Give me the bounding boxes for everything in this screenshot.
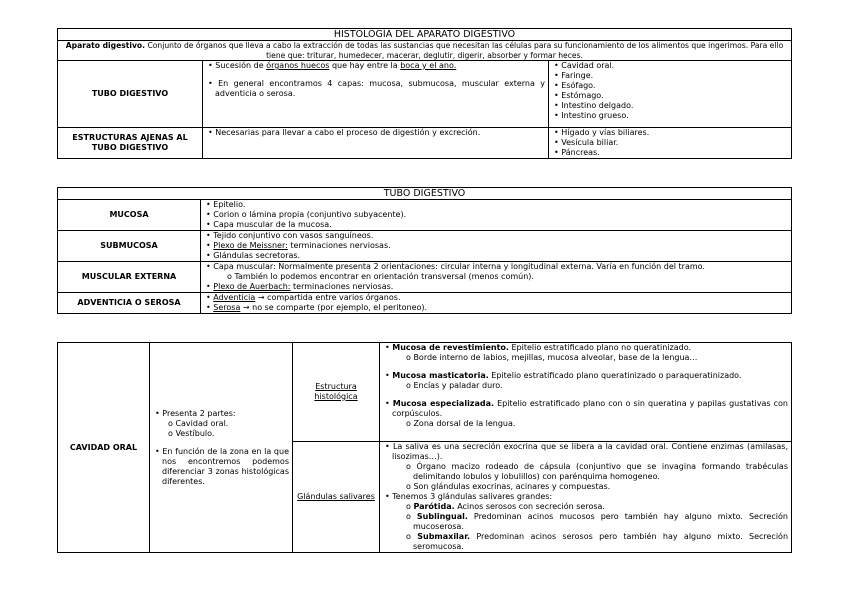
list-item: • Plexo de Auerbach: terminaciones nerviosas. — [206, 282, 394, 291]
row-label-mucosa: MUCOSA — [58, 200, 201, 231]
list-subitem: o Sublingual. Predominan acinos mucosos pero también hay alguno mixto. Secreción mucoserosa. — [406, 512, 788, 531]
adventicia-list — [201, 293, 792, 314]
row-label-estructuras: ESTRUCTURAS AJENAS AL TUBO DIGESTIVO — [58, 128, 203, 159]
estructuras-organs-list — [549, 128, 792, 159]
list-item: • Vesícula biliar. — [554, 138, 619, 147]
list-item: • Corion o lámina propia (conjuntivo subyacente). — [206, 210, 407, 219]
list-subitem: o Parótida. Acinos serosos con secreción serosa. — [406, 502, 605, 511]
list-item: • Estómago. — [554, 91, 604, 100]
list-subitem: o Borde interno de labios, mejillas, mucosa alveolar, base de la lengua… — [406, 353, 698, 362]
submucosa-list — [201, 231, 792, 262]
list-item: • Glándulas secretoras. — [206, 251, 301, 260]
list-subitem: o También lo podemos encontrar en orientación transversal (menos común). — [227, 272, 534, 281]
intro-text: Conjunto de órganos que lleva a cabo la extracción de todas las sustancias que necesitan las células para su funcionamiento de los alimentos que ingerimos. Para ello tiene que: triturar, humedecer, macerar, deglutir, digerir, absorber y formar heces. — [145, 41, 784, 60]
list-item: • Plexo de Meissner: terminaciones nerviosas. — [206, 241, 391, 250]
row-label-tubo: TUBO DIGESTIVO — [58, 61, 203, 128]
list-item: • Mucosa de revestimiento. Epitelio estratificado plano no queratinizado. — [385, 343, 692, 352]
intro-paragraph — [58, 41, 792, 61]
list-item: • Adventicia → compartida entre varios órganos. — [206, 293, 401, 302]
glandulas-list — [380, 442, 792, 553]
muscular-list — [201, 262, 792, 293]
list-subitem: o Submaxilar. Predominan acinos serosos pero también hay alguno mixto. Secreción seromucosa. — [406, 532, 789, 551]
list-subitem: o Encías y paladar duro. — [406, 381, 503, 390]
list-subitem: o Zona dorsal de la lengua. — [406, 419, 516, 428]
table-title: TUBO DIGESTIVO — [58, 188, 792, 200]
row-label-submucosa: SUBMUCOSA — [58, 231, 201, 262]
list-item: • Serosa → no se comparte (por ejemplo, el peritoneo). — [206, 303, 428, 312]
list-subitem: o Son glándulas exocrinas, acinares y compuestas. — [406, 482, 611, 491]
row-label-cavidad-oral: CAVIDAD ORAL — [58, 343, 150, 553]
mucosa-list — [201, 200, 792, 231]
row-label-muscular: MUSCULAR EXTERNA — [58, 262, 201, 293]
list-item: • Páncreas. — [554, 148, 600, 157]
list-item: • En función de la zona en la que nos encontremos podemos diferenciar 3 zonas histológicas diferentes. — [155, 446, 289, 486]
digestive-histology-table — [57, 28, 792, 159]
list-item: • Tenemos 3 glándulas salivares grandes: — [385, 492, 553, 501]
list-item: • Sucesión de órganos huecos que hay entre la boca y el ano. — [208, 61, 457, 70]
list-subitem: o Cavidad oral. — [168, 418, 229, 428]
list-item: • Necesarias para llevar a cabo el proceso de digestión y excreción. — [208, 128, 481, 137]
list-item: • Intestino delgado. — [554, 101, 634, 110]
tubo-organs-list — [549, 61, 792, 128]
cavidad-oral-table — [57, 342, 792, 553]
list-item: • Hígado y vías biliares. — [554, 128, 650, 137]
tubo-digestivo-table — [57, 187, 792, 314]
list-item: • Intestino grueso. — [554, 111, 629, 120]
glandulas-label: Glándulas salivares — [293, 442, 380, 553]
row-label-adventicia: ADVENTICIA O SEROSA — [58, 293, 201, 314]
list-item: • La saliva es una secreción exocrina que se libera a la cavidad oral. Contiene enzimas (amilasas, lisozimas…). — [385, 442, 788, 461]
list-item: • Mucosa masticatoria. Epitelio estratificado plano queratinizado o paraqueratinizado. — [385, 371, 742, 380]
list-subitem: o Órgano macizo rodeado de cápsula (conjuntivo que se invagina formando trabéculas delimitando lobulos y lobulillos) con parénquima homogeneo. — [406, 462, 788, 481]
list-item: • Mucosa especializada. Epitelio estratificado plano con o sin queratina y papilas gustativas con corpúsculos. — [385, 399, 788, 418]
estructura-label: Estructura histológica — [293, 343, 380, 442]
tubo-description — [203, 61, 549, 128]
intro-term: Aparato digestivo. — [65, 41, 146, 50]
list-item: • Esófago. — [554, 81, 596, 90]
list-item: • Epitelio. — [206, 200, 246, 209]
table-title: HISTOLOGÍA DEL APARATO DIGESTIVO — [58, 29, 792, 41]
list-item: • Capa muscular de la mucosa. — [206, 220, 332, 229]
list-item: • Cavidad oral. — [554, 61, 615, 70]
estructuras-description — [203, 128, 549, 159]
list-item: • Presenta 2 partes: — [155, 408, 236, 418]
list-subitem: o Vestíbulo. — [168, 428, 215, 438]
cavidad-oral-parts — [150, 343, 293, 553]
list-item: • Capa muscular: Normalmente presenta 2 orientaciones: circular interna y longitudinal externa. Varía en función del tramo. — [206, 262, 705, 271]
list-item: • Faringe. — [554, 71, 594, 80]
estructura-list — [380, 343, 792, 442]
list-item: • Tejido conjuntivo con vasos sanguíneos. — [206, 231, 374, 240]
list-item: • En general encontramos 4 capas: mucosa, submucosa, muscular externa y adventicia o serosa. — [208, 79, 546, 98]
